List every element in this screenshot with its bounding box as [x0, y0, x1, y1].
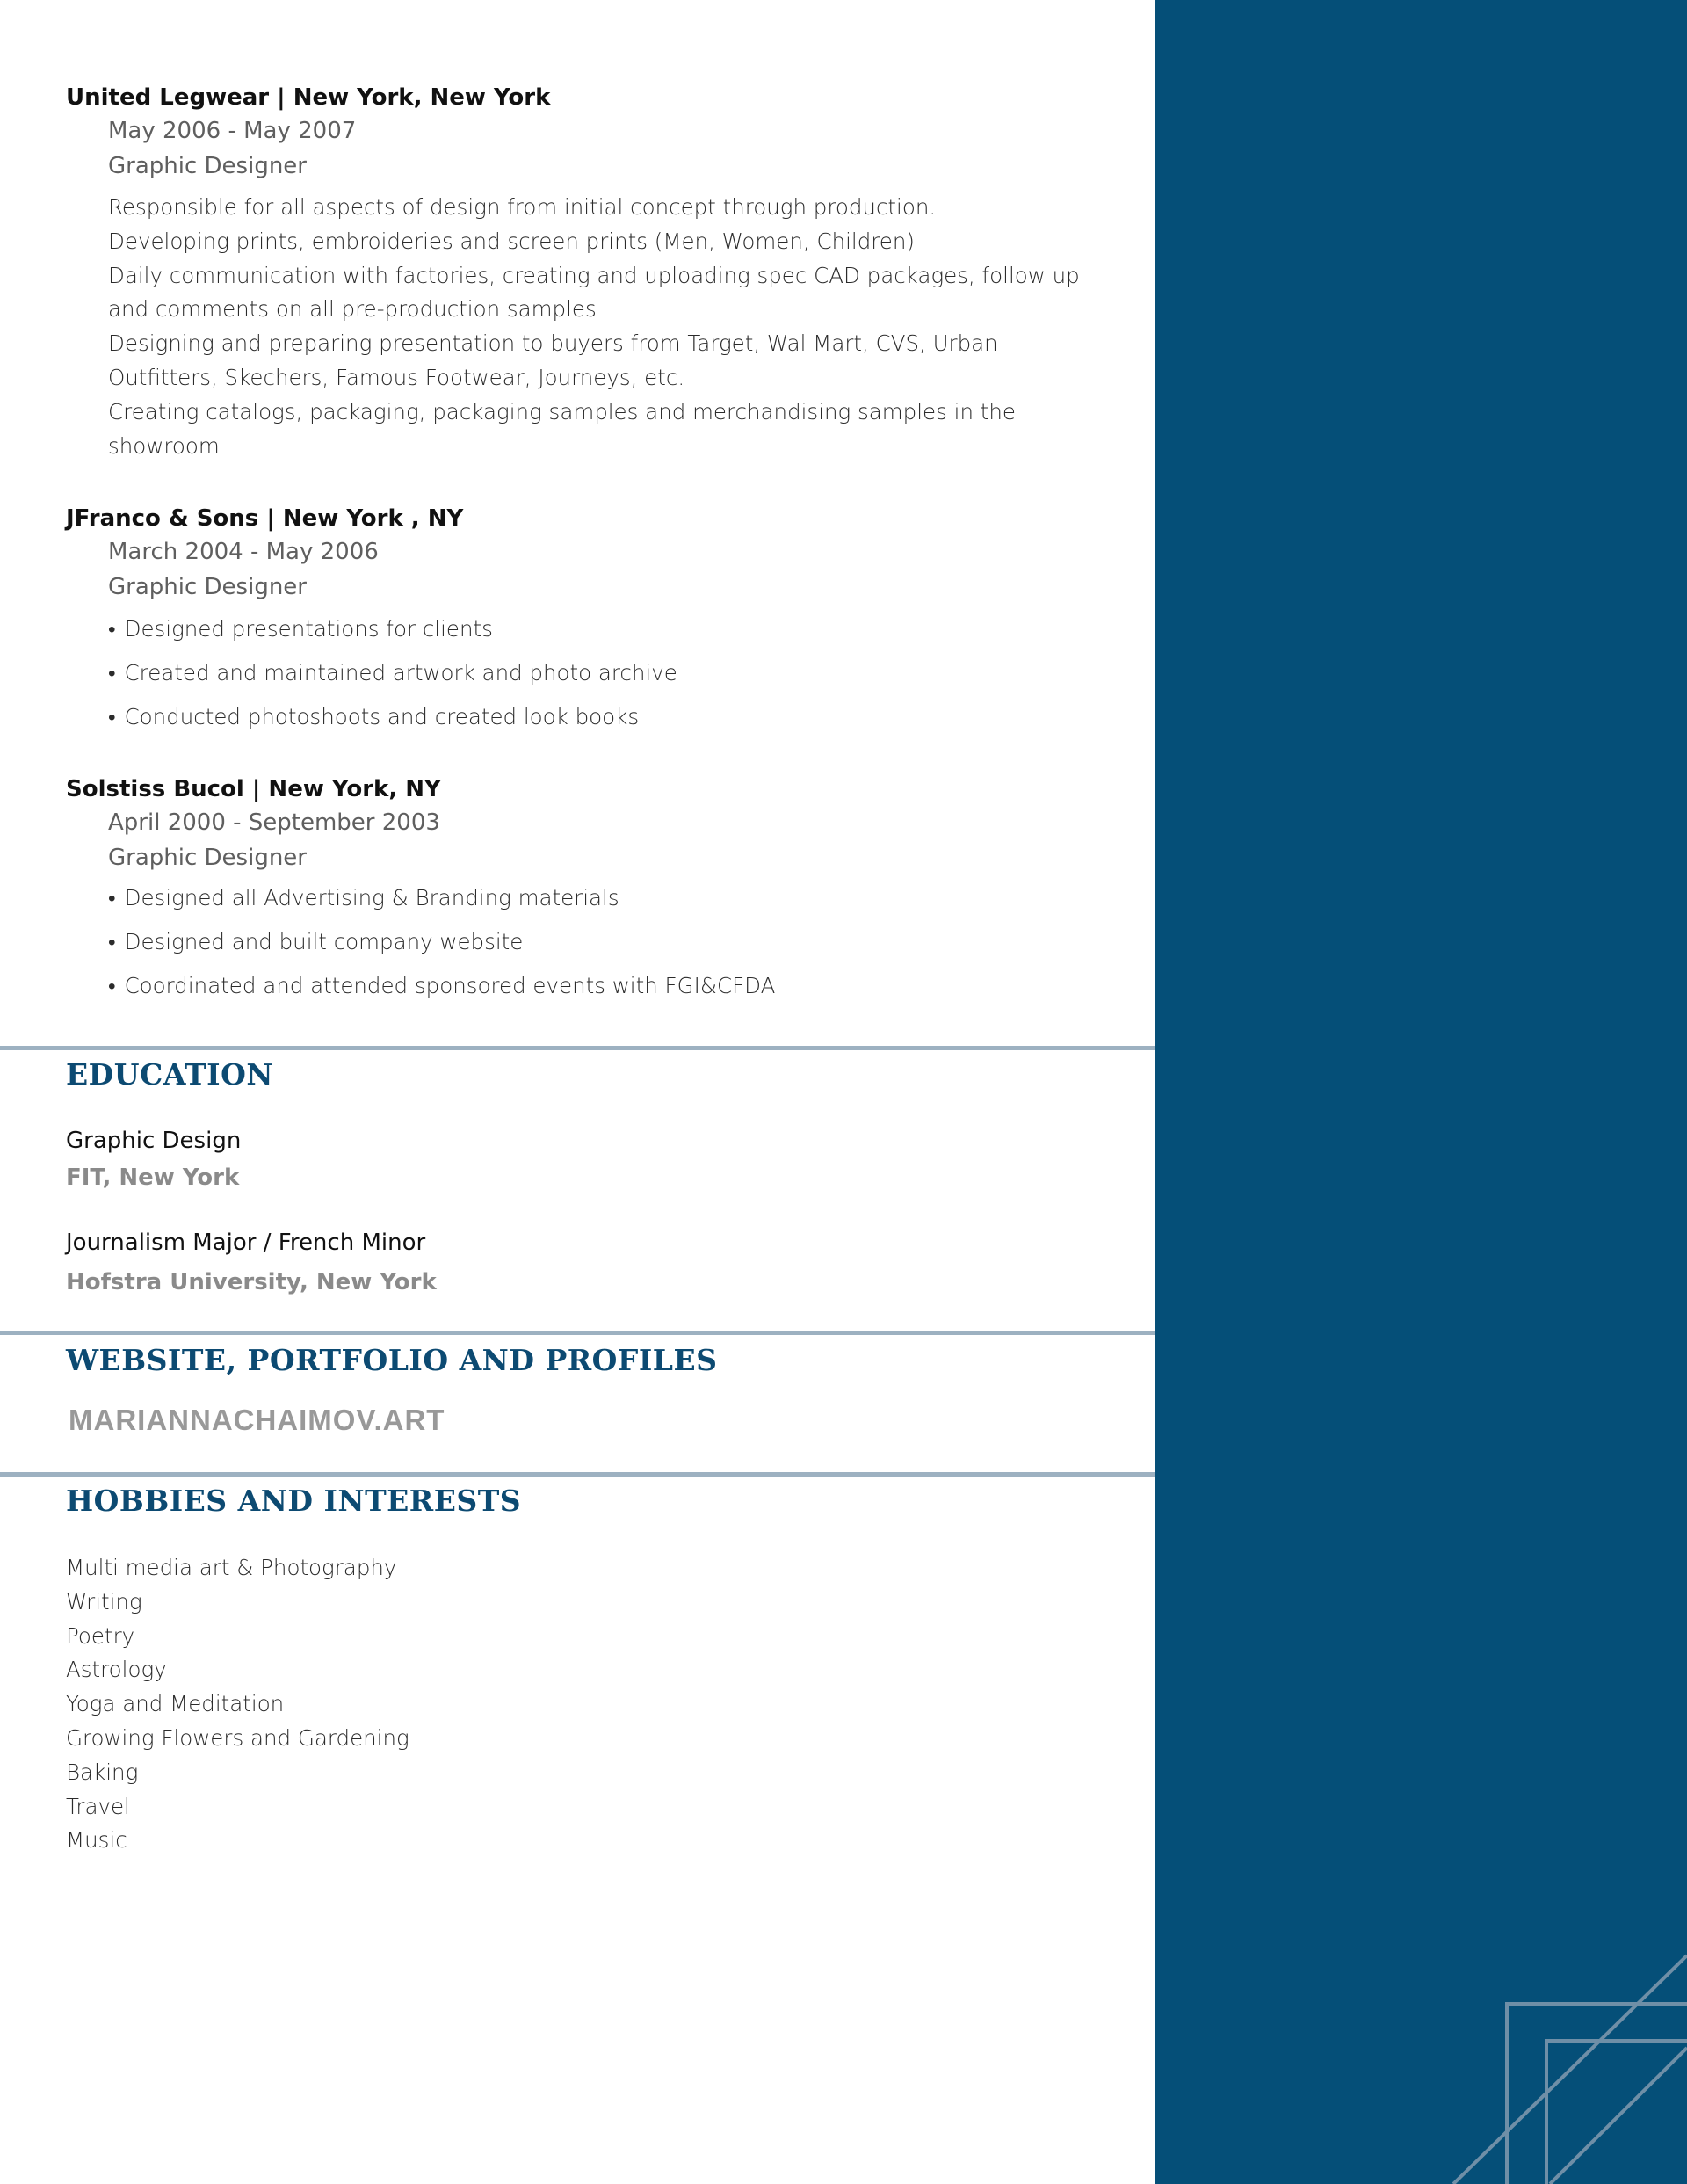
- job-heading: JFranco & Sons | New York , NY: [66, 505, 464, 532]
- education-degree: Journalism Major / French Minor: [66, 1230, 426, 1256]
- hobbies-section-title: HOBBIES AND INTERESTS: [66, 1484, 522, 1518]
- description-line: Developing prints, embroideries and screen prints (Men, Women, Children): [108, 228, 915, 254]
- job-united-legwear: [66, 82, 1085, 463]
- job-bullets: [66, 615, 1085, 747]
- hobby-item: Writing: [66, 1588, 142, 1614]
- bullet-item: • Conducted photoshoots and created look books: [108, 703, 1085, 747]
- job-title: Graphic Designer: [108, 574, 307, 600]
- bullet-item: • Created and maintained artwork and photo archive: [108, 659, 1085, 703]
- hobby-item: Yoga and Meditation: [66, 1691, 285, 1717]
- job-jfranco-sons: [66, 503, 1085, 747]
- job-dates: March 2004 - May 2006: [108, 539, 379, 565]
- education-title: EDUCATION: [66, 1057, 274, 1092]
- bullet-item: • Designed and built company website: [108, 928, 1085, 972]
- geometric-line-decoration: [1155, 0, 1687, 2184]
- hobby-item: Music: [66, 1827, 127, 1854]
- education-school: Hofstra University, New York: [66, 1269, 437, 1295]
- description-line: Responsible for all aspects of design from initial concept through production.: [108, 194, 937, 220]
- education-degree: Graphic Design: [66, 1128, 242, 1154]
- job-title: Graphic Designer: [108, 153, 307, 179]
- hobby-item: Growing Flowers and Gardening: [66, 1724, 409, 1751]
- hobby-item: Travel: [66, 1793, 130, 1819]
- bullet-item: • Coordinated and attended sponsored events with FGI&CFDA: [108, 972, 1085, 1016]
- bullet-item: • Designed presentations for clients: [108, 615, 1085, 659]
- section-divider: [0, 1046, 1155, 1050]
- job-bullets: [66, 884, 1085, 1016]
- job-heading: Solstiss Bucol | New York, NY: [66, 776, 441, 802]
- bullet-item: • Designed all Advertising & Branding materials: [108, 884, 1085, 928]
- description-line: Designing and preparing presentation to buyers from Target, Wal Mart, CVS, Urban: [108, 330, 998, 357]
- description-line: and comments on all pre-production samples: [108, 296, 597, 323]
- hobbies-list: [66, 1551, 409, 1858]
- hobby-item: Multi media art & Photography: [66, 1555, 397, 1580]
- description-line: Daily communication with factories, creating and uploading spec CAD packages, follow up: [108, 262, 1080, 288]
- job-solstiss-bucol: [66, 773, 1085, 1016]
- hobby-item: Poetry: [66, 1622, 135, 1649]
- section-divider: [0, 1331, 1155, 1335]
- job-description: [108, 191, 1085, 463]
- description-line: Creating catalogs, packaging, packaging samples and merchandising samples in the: [108, 398, 1016, 424]
- portfolio-website-link[interactable]: MARIANNACHAIMOV.ART: [69, 1404, 445, 1436]
- section-divider: [0, 1472, 1155, 1477]
- website-section-title: WEBSITE, PORTFOLIO AND PROFILES: [66, 1343, 718, 1377]
- description-line: showroom: [108, 432, 220, 459]
- job-heading: United Legwear | New York, New York: [66, 84, 551, 111]
- sidebar-panel: [1155, 0, 1687, 2184]
- hobby-item: Baking: [66, 1759, 139, 1785]
- job-title: Graphic Designer: [108, 845, 307, 871]
- job-dates: April 2000 - September 2003: [108, 809, 440, 836]
- job-dates: May 2006 - May 2007: [108, 118, 357, 144]
- hobby-item: Astrology: [66, 1657, 167, 1683]
- description-line: Outfitters, Skechers, Famous Footwear, Journeys, etc.: [108, 364, 685, 390]
- education-school: FIT, New York: [66, 1165, 240, 1191]
